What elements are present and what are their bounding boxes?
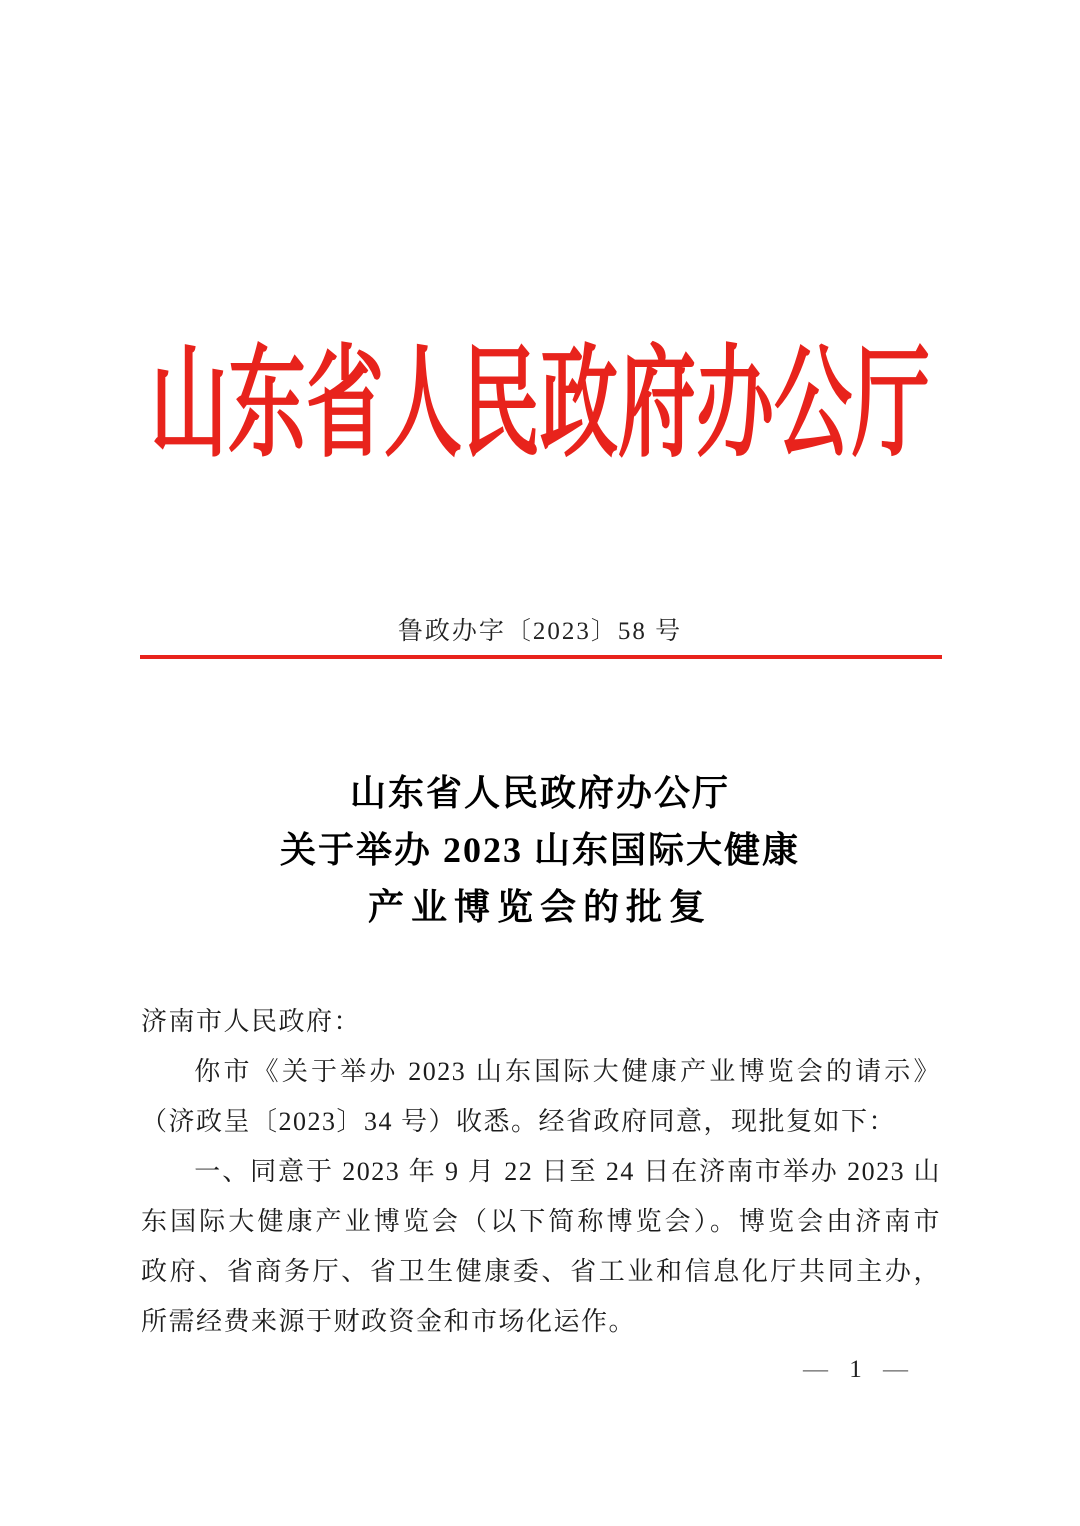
body-line: 政府、省商务厅、省卫生健康委、省工业和信息化厅共同主办， — [141, 1257, 941, 1286]
page-number — [803, 1355, 908, 1385]
document-title-line-1: 山东省人民政府办公厅 — [349, 773, 730, 813]
document-body — [141, 997, 941, 1347]
body-line: 一、同意于 2023 年 9 月 22 日至 24 日在济南市举办 2023 山 — [194, 1157, 941, 1186]
salutation: 济南市人民政府： — [141, 1007, 362, 1036]
page-number-dash-left: — — [803, 1356, 828, 1383]
page-number-dash-right: — — [883, 1356, 908, 1383]
document-title-line-2: 关于举办 2023 山东国际大健康 — [279, 830, 800, 870]
page-number-value: 1 — [849, 1356, 862, 1383]
body-line: 你市《关于举办 2023 山东国际大健康产业博览会的请示》 — [194, 1057, 941, 1086]
body-line: 所需经费来源于财政资金和市场化运作。 — [141, 1307, 637, 1336]
letterhead-title: 山东省人民政府办公厅 — [149, 336, 930, 472]
document-title-line-3: 产业博览会的批复 — [367, 887, 712, 927]
body-line: （济政呈〔2023〕34 号）收悉。经省政府同意，现批复如下： — [141, 1107, 897, 1136]
document-title — [0, 765, 1080, 936]
doc-number: 鲁政办字〔2023〕58 号 — [397, 618, 683, 645]
letterhead-divider-line — [140, 655, 942, 659]
body-line: 东国际大健康产业博览会（以下简称博览会）。博览会由济南市 — [141, 1207, 941, 1236]
